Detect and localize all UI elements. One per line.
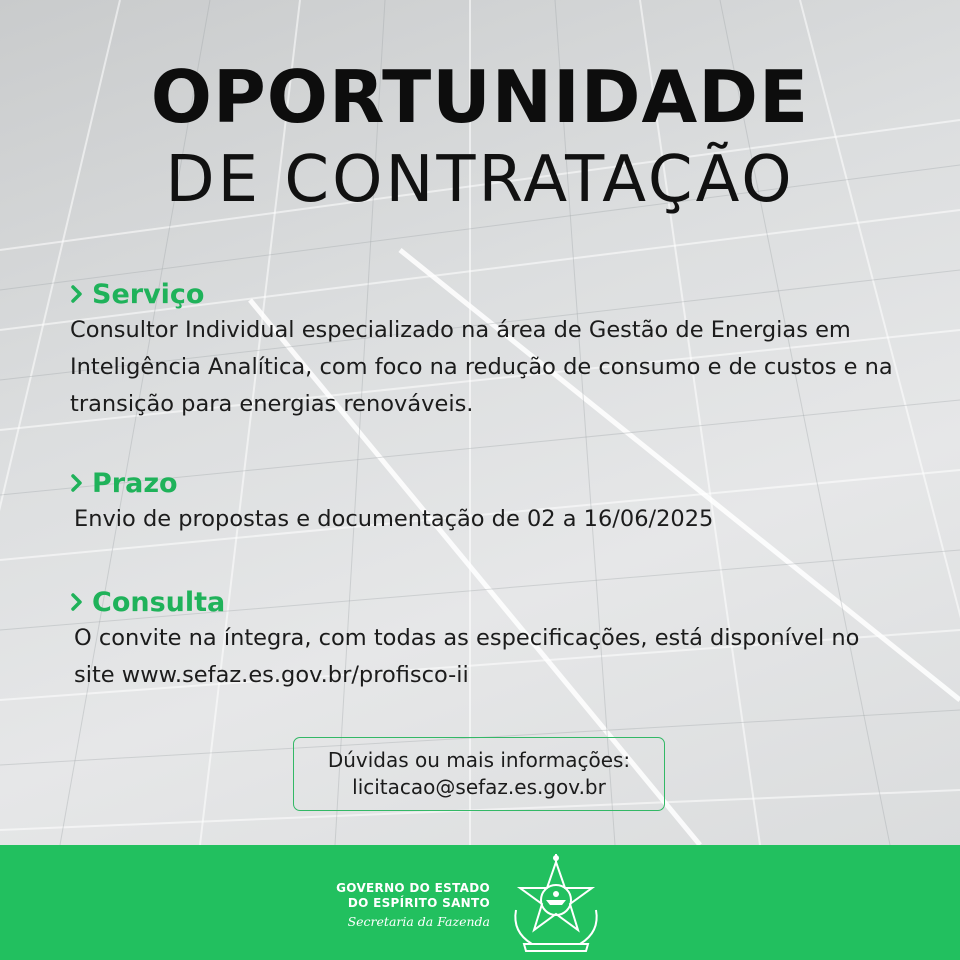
section-header (70, 465, 900, 501)
contact-email[interactable]: licitacao@sefaz.es.gov.br (352, 775, 606, 799)
section-prazo (70, 465, 900, 538)
arrow-right-icon (70, 473, 84, 493)
gov-name-line1: GOVERNO DO ESTADO (336, 881, 490, 895)
section-heading: Consulta (92, 586, 226, 618)
section-body: Envio de propostas e documentação de 02 a 16/06/2025 (74, 506, 714, 532)
footer-bar (0, 845, 960, 960)
section-heading: Prazo (92, 467, 178, 499)
section-header (70, 276, 900, 312)
contact-label: Dúvidas ou mais informações: (327, 748, 631, 772)
contact-box (293, 737, 665, 811)
section-body: O convite na íntegra, com todas as especificações, está disponível no site www.sefaz.es.gov.br/profisco-ii (74, 625, 860, 688)
secretaria-name: Secretaria da Fazenda (347, 914, 490, 929)
government-logo-text (336, 881, 490, 931)
section-header (70, 584, 900, 620)
arrow-right-icon (70, 284, 84, 304)
section-heading: Serviço (92, 278, 205, 310)
section-servico (70, 276, 900, 423)
section-consulta (70, 584, 900, 694)
page-subtitle: DE CONTRATAÇÃO (165, 143, 795, 217)
gov-name-line2: DO ESPÍRITO SANTO (347, 896, 490, 910)
state-coat-of-arms-icon (506, 852, 606, 956)
arrow-right-icon (70, 592, 84, 612)
page-title: OPORTUNIDADE (150, 55, 810, 139)
section-body: Consultor Individual especializado na área de Gestão de Energias em Inteligência Analítica, com foco na redução de consumo e de custos e na transição para energias renováveis. (70, 317, 893, 417)
